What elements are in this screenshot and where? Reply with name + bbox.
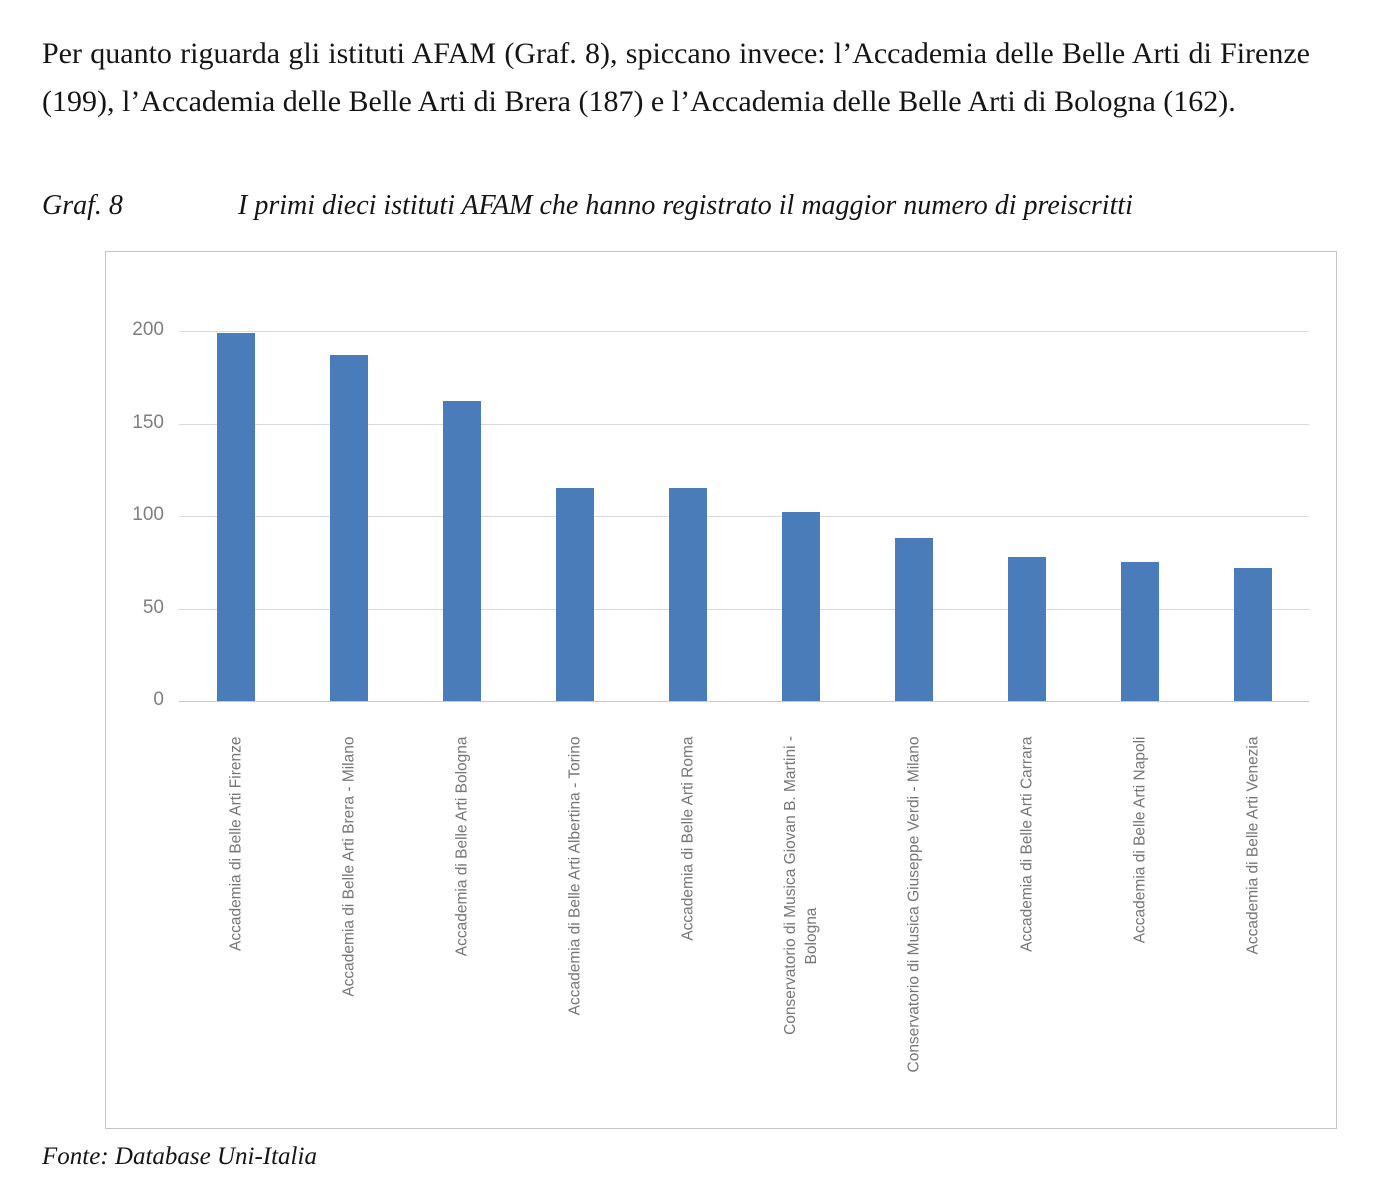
bar <box>330 355 368 701</box>
intro-paragraph: Per quanto riguarda gli istituti AFAM (Graf. 8), spiccano invece: l’Accademia delle Belle Arti di Firenze (199), l’Accademia delle Belle Arti di Brera (187) e l’Accademia delle Belle Arti di Bologna (162). <box>42 37 1310 118</box>
y-tick-label: 0 <box>153 689 164 710</box>
x-tick-label: Accademia di Belle Arti Carrara <box>1018 736 1035 952</box>
y-gridline <box>179 331 1309 332</box>
chart-frame <box>105 251 1337 1129</box>
bar <box>443 401 481 701</box>
x-tick-label: Accademia di Belle Arti Firenze <box>227 736 244 951</box>
bar <box>1121 562 1159 701</box>
bar <box>782 512 820 701</box>
bar <box>895 538 933 701</box>
y-tick-label: 200 <box>132 319 164 340</box>
x-tick-label: Accademia di Belle Arti Venezia <box>1244 736 1261 954</box>
y-gridline <box>179 701 1309 702</box>
figure-caption <box>42 190 1322 222</box>
x-tick-label: Accademia di Belle Arti Bologna <box>453 736 470 956</box>
x-tick-label: Conservatorio di Musica Giovan B. Martini - Bologna <box>781 736 820 1035</box>
x-tick-label: Conservatorio di Musica Giuseppe Verdi - Milano <box>905 736 922 1072</box>
y-tick-label: 50 <box>142 596 164 618</box>
x-tick-label: Accademia di Belle Arti Albertina - Torino <box>566 736 583 1015</box>
source-note: Fonte: Database Uni-Italia <box>42 1143 317 1170</box>
bar <box>1008 557 1046 701</box>
y-tick-label: 100 <box>132 504 164 525</box>
x-tick-label: Accademia di Belle Arti Brera - Milano <box>340 736 357 997</box>
figure-caption-title: I primi dieci istituti AFAM che hanno registrato il maggior numero di preiscritti <box>238 190 1133 221</box>
x-tick-label: Accademia di Belle Arti Roma <box>679 736 696 941</box>
figure-caption-label: Graf. 8 <box>42 190 123 221</box>
x-tick-label: Accademia di Belle Arti Napoli <box>1131 736 1148 943</box>
y-tick-label: 150 <box>132 411 164 433</box>
bar <box>556 488 594 701</box>
bar <box>1234 568 1272 701</box>
bar <box>669 488 707 701</box>
bar <box>217 333 255 701</box>
